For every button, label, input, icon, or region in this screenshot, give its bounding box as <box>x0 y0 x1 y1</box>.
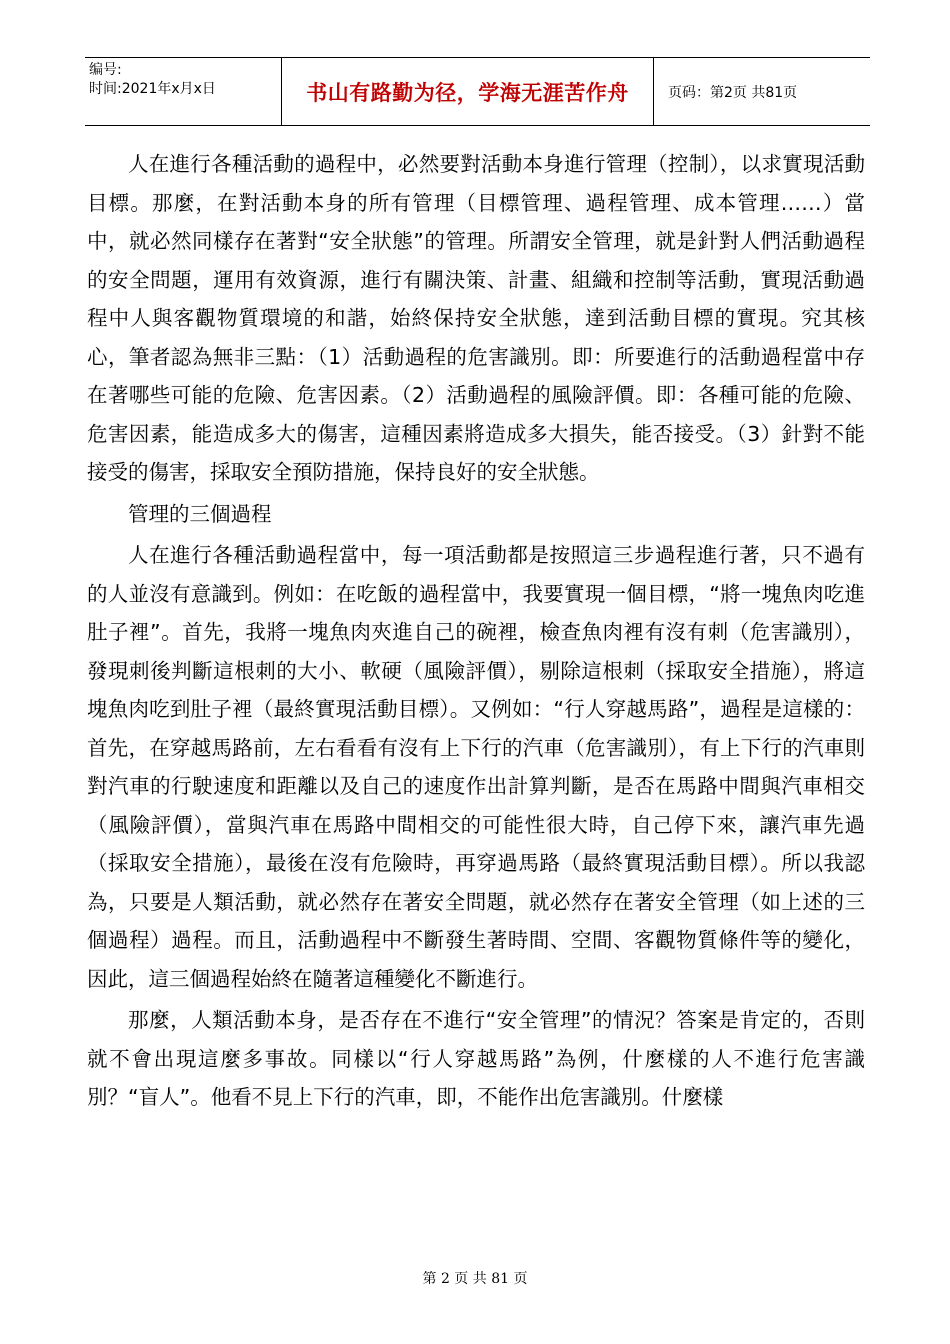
time-label: 时间:2021年x月x日 <box>89 81 216 97</box>
paragraph: 人在進行各種活動過程當中，每一項活動都是按照這三步過程進行著，只不過有的人並沒有意識到。例如：在吃飯的過程當中，我要實現一個目標，“將一塊魚肉吃進肚子裡”。首先，我將一塊魚肉夾進自己的碗裡，檢查魚肉裡有沒有刺（危害識別），發現刺後判斷這根刺的大小、軟硬（風險評價），剔除這根刺（採取安全措施），將這塊魚肉吃到肚子裡（最終實現活動目標）。又例如：“行人穿越馬路”，過程是這樣的：首先，在穿越馬路前，左右看看有沒有上下行的汽車（危害識別），有上下行的汽車則對汽車的行駛速度和距離以及自己的速度作出計算判斷，是否在馬路中間與汽車相交（風險評價），當與汽車在馬路中間相交的可能性很大時，自己停下來，讓汽車先過（採取安全措施），最後在沒有危險時，再穿過馬路（最終實現活動目標）。所以我認為，只要是人類活動，就必然存在著安全問題，就必然存在著安全管理（如上述的三個過程）過程。而且，活動過程中不斷發生著時間、空間、客觀物質條件等的變化，因此，這三個過程始終在隨著這種變化不斷進行。 <box>87 543 865 991</box>
paragraph: 人在進行各種活動的過程中，必然要對活動本身進行管理（控制），以求實現活動目標。那麼，在對活動本身的所有管理（目標管理、過程管理、成本管理……）當中，就必然同樣存在著對“安全狀態”的管理。所謂安全管理，就是針對人們活動過程的安全問題，運用有效資源，進行有關決策、計畫、組織和控制等活動，實現活動過程中人與客觀物質環境的和諧，始終保持安全狀態，達到活動目標的實現。究其核心，筆者認為無非三點：（1）活動過程的危害識別。即：所要進行的活動過程當中存在著哪些可能的危險、危害因素。（2）活動過程的風險評價。即：各種可能的危險、危害因素，能造成多大的傷害，這種因素將造成多大損失，能否接受。（3）針對不能接受的傷害，採取安全預防措施，保持良好的安全狀態。 <box>87 152 865 484</box>
paragraph: 那麼，人類活動本身，是否存在不進行“安全管理”的情況？答案是肯定的，否則就不會出現這麼多事故。同樣以“行人穿越馬路”為例，什麼樣的人不進行危害識別？“盲人”。他看不見上下行的汽車，即，不能作出危害識別。什麼樣 <box>87 1008 865 1109</box>
header-meta <box>85 58 281 125</box>
number-label: 编号: <box>89 62 122 78</box>
header-page-info: 页码：第2页 共81页 <box>668 84 798 101</box>
page-footer: 第 2 页 共 81 页 <box>422 1271 528 1287</box>
page-header <box>85 57 870 126</box>
header-motto: 书山有路勤为径，学海无涯苦作舟 <box>281 58 654 125</box>
body-text <box>87 145 865 1117</box>
section-heading: 管理的三個過程 <box>128 501 272 526</box>
